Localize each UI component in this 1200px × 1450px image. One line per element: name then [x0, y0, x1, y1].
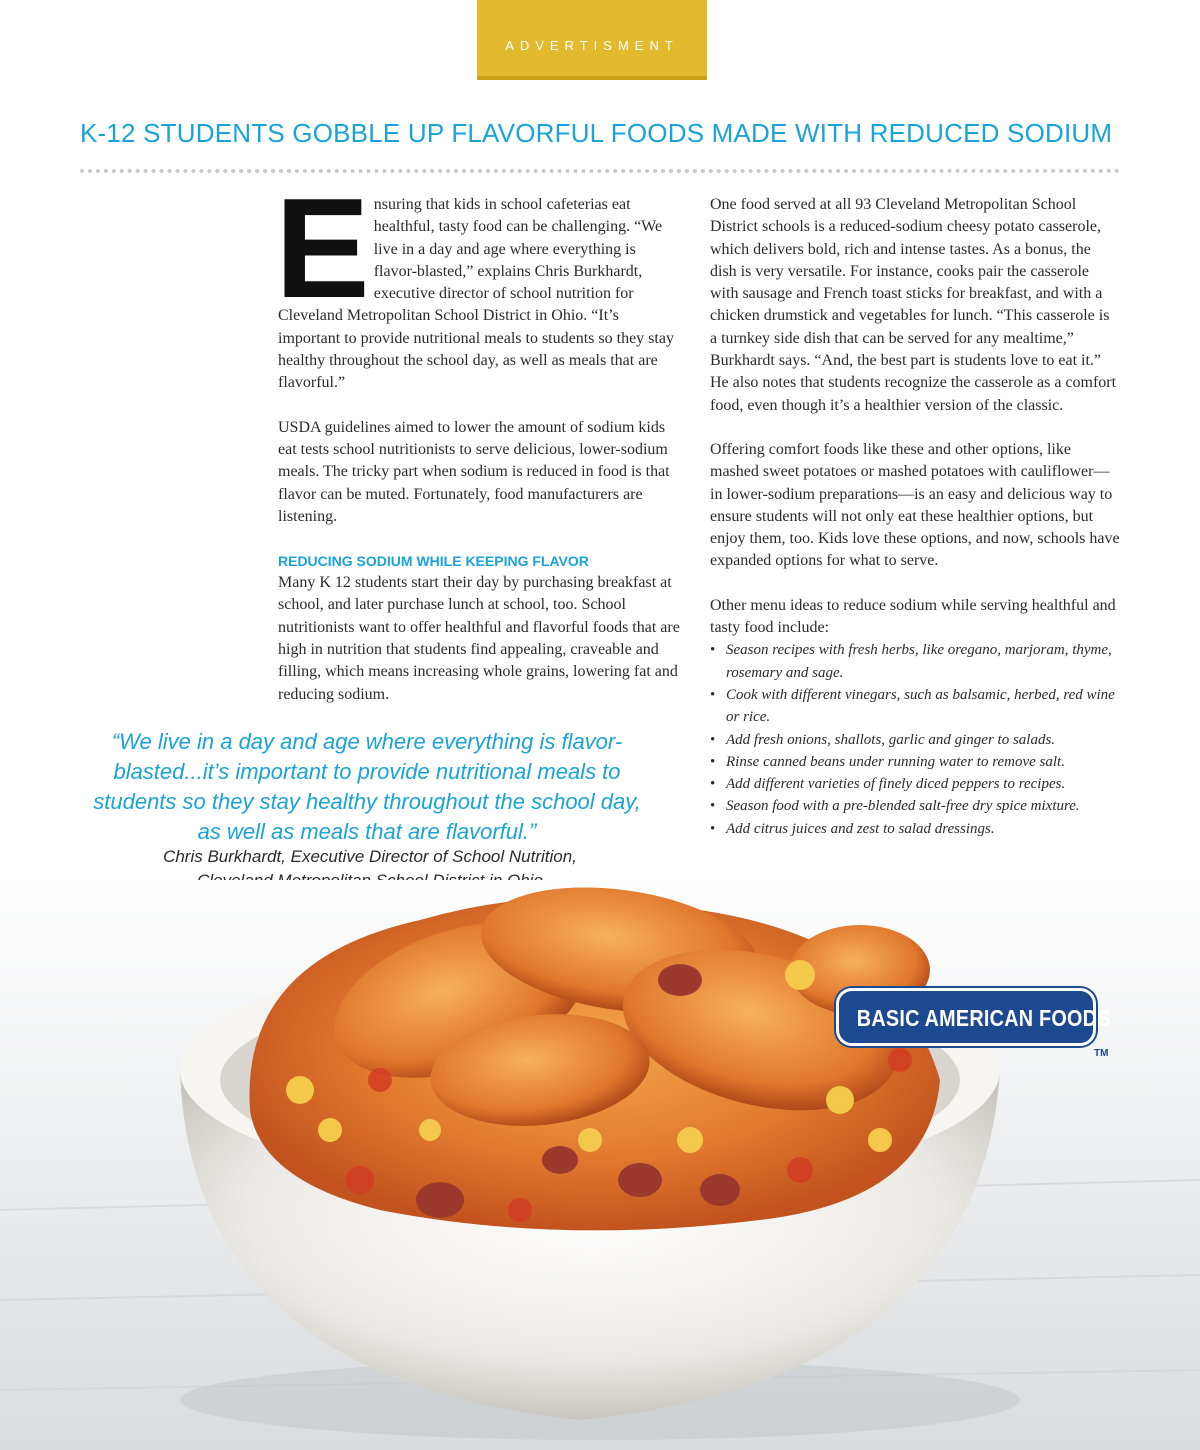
- brand-logo-text: BASIC AMERICAN FOODS: [856, 1005, 1111, 1031]
- list-item: • Rinse canned beans under running water to remove salt.: [710, 751, 1120, 773]
- list-item: • Season recipes with fresh herbs, like oregano, marjoram, thyme, rosemary and sage.: [710, 639, 1120, 684]
- advertisement-label: ADVERTISMENT: [505, 38, 679, 53]
- brand-logo: [836, 988, 1111, 1046]
- casserole-photo: [0, 880, 1200, 1450]
- usda-paragraph: USDA guidelines aimed to lower the amount of sodium kids eat tests school nutritionists to serve delicious, lower-sodium meals. The tricky part when sodium is reduced in food is that flavor can be muted. Fortunately, food manufacturers are listening.: [278, 418, 670, 525]
- advertisement-banner: [477, 0, 707, 80]
- list-item: • Cook with different vinegars, such as balsamic, herbed, red wine or rice.: [710, 684, 1120, 729]
- intro-paragraph-text: nsuring that kids in school cafeterias eat healthful, tasty food can be challenging. “We live in a day and age where everything is flavor-blasted,” explains Chris Burkhardt, executive director of school nutrition for Cleveland Metropolitan School District in Ohio. “It’s important to provide nutritional meals to students so they stay healthy throughout the school day, as well as meals that are flavorful.”: [278, 196, 674, 392]
- attribution-line-1: Chris Burkhardt, Executive Director of School Nutrition,: [163, 847, 577, 866]
- menu-ideas-intro: Other menu ideas to reduce sodium while serving healthful and tasty food include:: [710, 596, 1116, 637]
- list-item: • Add fresh onions, shallots, garlic and ginger to salads.: [710, 729, 1120, 751]
- comfort-foods-paragraph: Offering comfort foods like these and other options, like mashed sweet potatoes or mashed potatoes with cauliflower—in lower-sodium preparations—is an easy and delicious way to ensure students will not only eat these healthier options, but enjoy them, too. Kids love these options, and now, schools have expanded options for what to serve.: [710, 440, 1120, 570]
- list-item: • Season food with a pre-blended salt-free dry spice mixture.: [710, 795, 1120, 817]
- intro-paragraph: [275, 169, 683, 395]
- page-title: K-12 STUDENTS GOBBLE UP FLAVORFUL FOODS MADE WITH REDUCED SODIUM: [80, 118, 1113, 148]
- trademark-symbol: TM: [1094, 1048, 1109, 1059]
- article-left-column: [275, 169, 683, 728]
- list-item: • Add citrus juices and zest to salad dressings.: [710, 818, 1120, 840]
- dotted-divider: [80, 169, 1120, 173]
- pull-quote: “We live in a day and age where everything is flavor-blasted...it’s important to provide nutritional meals to students so they stay healthy throughout the school day, as well as meals that are flavorful.”: [93, 729, 641, 844]
- article-right-column: [710, 194, 1120, 840]
- casserole-paragraph: One food served at all 93 Cleveland Metropolitan School District schools is a reduced-sodium cheesy potato casserole, which delivers bold, rich and intense tastes. As a bonus, the dish is very versatile. For instance, cooks pair the casserole with sausage and French toast sticks for breakfast, and with a chicken drumstick and vegetables for lunch. “This casserole is a turnkey side dish that can be served for any mealtime,” Burkhardt says. “And, the best part is students love to eat it.” He also notes that students recognize the casserole as a comfort food, even though it’s a healthier version of the classic.: [710, 196, 1117, 414]
- drop-cap: E: [275, 169, 366, 328]
- list-item: • Add different varieties of finely diced peppers to recipes.: [710, 773, 1120, 795]
- k12-paragraph: Many K 12 students start their day by purchasing breakfast at school, and later purchase lunch at school, too. School nutritionists want to offer healthful and flavorful foods that are high in nutrition that students find appealing, craveable and filling, which means increasing whole grains, lowering fat and reducing sodium.: [278, 574, 680, 703]
- menu-ideas-list: [710, 639, 1120, 840]
- section-subhead: REDUCING SODIUM WHILE KEEPING FLAVOR: [278, 553, 589, 570]
